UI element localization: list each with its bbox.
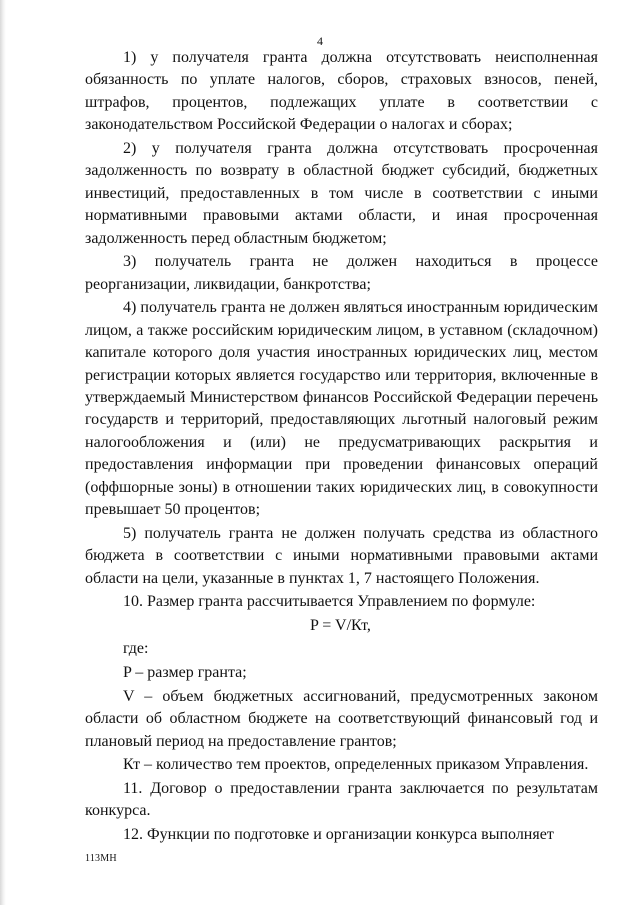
paragraph-5: 5) получатель гранта не должен получать средства из областного бюджета в соответствии с иными нормативными правовыми актами области на цели, указанные в пунктах 1, 7 настоящего Положения. [85, 524, 598, 587]
paragraph-10-intro: 10. Размер гранта рассчитывается Управлением по формуле: [123, 593, 536, 611]
paragraph-11: 11. Договор о предоставлении гранта заключается по результатам конкурса. [85, 779, 598, 820]
formula-term-v: V – объем бюджетных ассигнований, предусмотренных законом области об областном бюджете на соответствующий финансовый год и плановый период на предоставление грантов; [85, 687, 598, 750]
footer-code: 113МН [85, 853, 117, 864]
paragraph-3: 3) получатель гранта не должен находиться в процессе реорганизации, ликвидации, банкротства; [85, 253, 598, 293]
page-number: 4 [317, 34, 323, 48]
paragraph-12: 12. Функции по подготовке и организации конкурса выполняет [123, 826, 554, 844]
paragraph-2: 2) у получателя гранта должна отсутствовать просроченная задолженность по возврату в областной бюджет субсидий, бюджетных инвестиций, предоставленных в том числе в соответствии с иными нормативными правовыми актами области, и иная просроченная задолженность перед областным бюджетом; [85, 139, 598, 247]
paragraph-1: 1) у получателя гранта должна отсутствовать неисполненная обязанность по уплате налогов, сборов, страховых взносов, пеней, штрафов, процентов, подлежащих уплате в соответствии с законодательством Российской Федерации о налогах и сборах; [85, 49, 598, 134]
formula-where: где: [123, 640, 149, 658]
paragraph-4: 4) получатель гранта не должен являться иностранным юридическим лицом, а также российским юридическим лицом, в уставном (складочном) капитале которого доля участия иностранных юридических лиц, местом регистрации которых является государство или территория, включенные в утверждаемый Министерством финансов Российской Федерации перечень государств и территорий, предоставляющих льготный налоговый режим налогообложения и (или) не предусматривающих раскрытия и предоставления информации при проведении финансовых операций (оффшорные зоны) в отношении таких юридических лиц, в совокупности превышает 50 процентов; [85, 299, 598, 519]
formula-term-kt: Кт – количество тем проектов, определенных приказом Управления. [123, 756, 589, 774]
document-body [85, 47, 598, 848]
formula-term-p: P – размер гранта; [123, 664, 247, 682]
grant-formula: P = V/Кт, [310, 616, 371, 634]
scan-edge-shadow [0, 0, 6, 905]
